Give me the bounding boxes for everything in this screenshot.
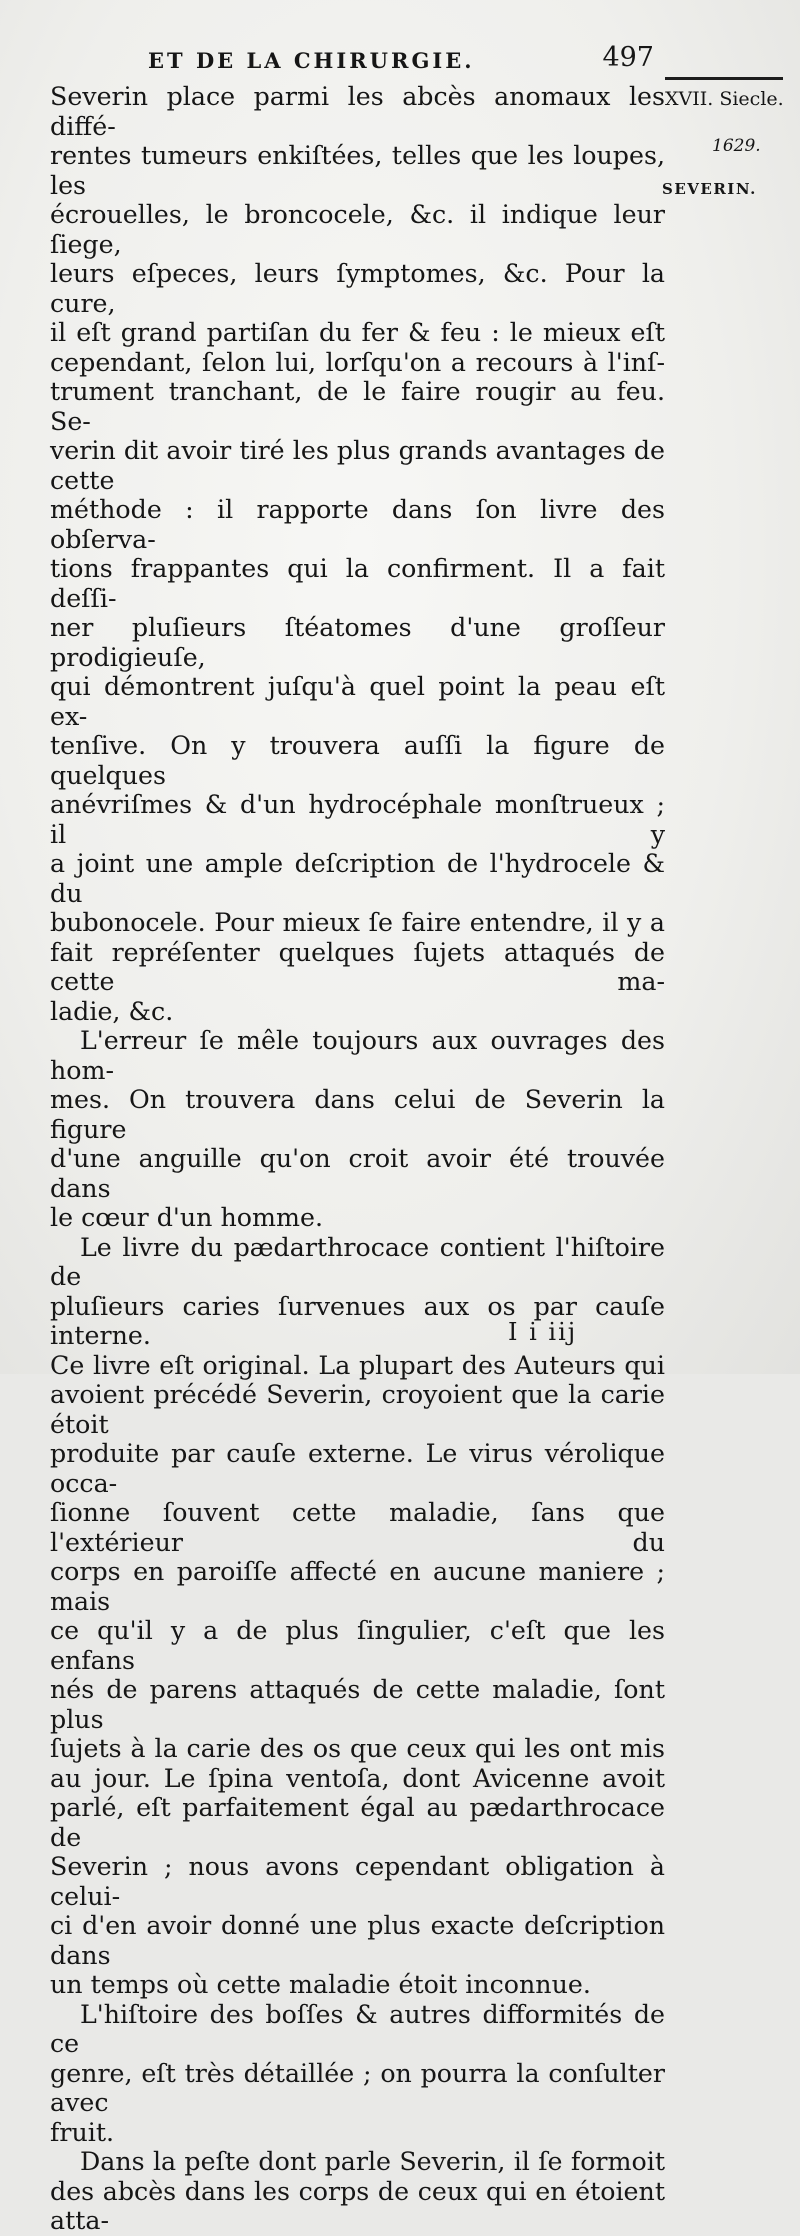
text-line: Severin ; nous avons cependant obligation à celui- [50, 1852, 665, 1911]
text-line: Ce livre eſt original. La plupart des Auteurs qui [50, 1350, 665, 1380]
paragraph-end [50, 2118, 665, 2148]
text-line: L'hiſtoire des boſſes & autres difformités de ce [50, 1999, 665, 2058]
text-line: a joint une ample deſcription de l'hydrocele & du [50, 849, 665, 908]
paragraph-end [50, 1970, 665, 2000]
text-line: rentes tumeurs enkiſtées, telles que les loupes, les [50, 141, 665, 200]
text-line: tions frappantes qui la confirment. Il a fait deſſi- [50, 554, 665, 613]
text-line: fruit. [50, 2117, 115, 2147]
page-header [148, 42, 658, 82]
text-line: ſujets à la carie des os que ceux qui les ont mis [50, 1734, 665, 1763]
text-line: verin dit avoir tiré les plus grands avantages de cette [50, 436, 665, 495]
paragraph [50, 82, 665, 997]
paragraph-end [50, 997, 665, 1027]
margin-rule [665, 77, 783, 80]
text-line: ladie, &c. [50, 996, 174, 1026]
text-line: ce qu'il y a de plus ſingulier, c'eſt que les enfans [50, 1616, 665, 1675]
text-line: produite par cauſe externe. Le virus vérolique occa- [50, 1439, 665, 1498]
page-number: 497 [602, 42, 654, 73]
body-text [50, 82, 665, 2236]
text-line: méthode : il rapporte dans ſon livre des obſerva- [50, 495, 665, 554]
text-line: Le livre du pædarthrocace contient l'hiſtoire de [50, 1232, 665, 1291]
paragraph [50, 2000, 665, 2118]
text-line: fait repréſenter quelques ſujets attaqués de cette ma- [50, 937, 665, 996]
text-line: Severin place parmi les abcès anomaux les diffé- [50, 82, 665, 141]
text-line: écrouelles, le broncocele, &c. il indique leur ſiege, [50, 200, 665, 259]
running-title: ET DE LA CHIRURGIE. [148, 48, 475, 73]
paragraph [50, 1026, 665, 1203]
text-line: avoient précédé Severin, croyoient que la carie étoit [50, 1380, 665, 1439]
text-line: anévriſmes & d'un hydrocéphale monſtrueux ; il y [50, 790, 665, 849]
text-line: mes. On trouvera dans celui de Severin la figure [50, 1085, 665, 1144]
text-line: cependant, ſelon lui, lorſqu'on a recours à l'inſ- [50, 347, 665, 377]
paragraph-end [50, 1203, 665, 1233]
text-line: qui démontrent juſqu'à quel point la peau eſt ex- [50, 672, 665, 731]
text-line: ner pluſieurs ſtéatomes d'une groſſeur prodigieuſe, [50, 613, 665, 672]
text-line: d'une anguille qu'on croit avoir été trouvée dans [50, 1144, 665, 1203]
text-line: nés de parens attaqués de cette maladie, ſont plus [50, 1675, 665, 1734]
text-line: corps en paroiſſe affecté en aucune maniere ; mais [50, 1557, 665, 1616]
text-line: il eſt grand partiſan du fer & feu : le mieux eſt [50, 318, 665, 347]
text-line: tenſive. On y trouvera auſſi la figure de quelques [50, 731, 665, 790]
signature-mark: I i iij [508, 1318, 578, 1346]
text-line: bubonocele. Pour mieux ſe faire entendre, il y a [50, 908, 665, 937]
text-line: au jour. Le ſpina ventoſa, dont Avicenne avoit [50, 1763, 665, 1793]
text-line: L'erreur ſe mêle toujours aux ouvrages des hom- [50, 1026, 665, 1085]
margin-note-name: SEVERIN. [662, 180, 757, 198]
text-line: ci d'en avoir donné une plus exacte deſcription dans [50, 1911, 665, 1970]
text-line: leurs eſpeces, leurs ſymptomes, &c. Pour la cure, [50, 259, 665, 318]
text-line: des abcès dans les corps de ceux qui en étoient atta- [50, 2176, 665, 2235]
text-line: Dans la peſte dont parle Severin, il ſe formoit [80, 2147, 665, 2176]
text-line: ſionne ſouvent cette maladie, ſans que l'extérieur du [50, 1498, 665, 1557]
margin-note-year: 1629. [712, 136, 761, 156]
text-line: genre, eſt très détaillée ; on pourra la conſulter avec [50, 2058, 665, 2117]
text-line: pluſieurs caries ſurvenues aux os par cauſe interne. [50, 1291, 665, 1350]
text-line: parlé, eſt parfaitement égal au pædarthrocace de [50, 1793, 665, 1852]
text-line: trument tranchant, de le faire rougir au feu. Se- [50, 377, 665, 436]
margin-note-century: XVII. Siecle. [665, 88, 784, 110]
text-line: le cœur d'un homme. [50, 1203, 323, 1232]
text-line: un temps où cette maladie étoit inconnue. [50, 1970, 591, 1999]
paragraph [50, 2147, 665, 2236]
